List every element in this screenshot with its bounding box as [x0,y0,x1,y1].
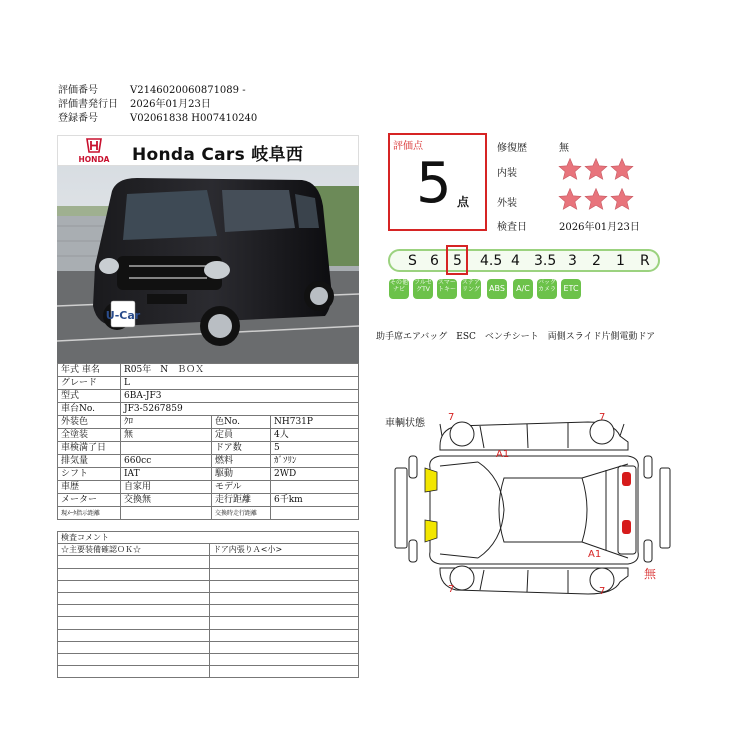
star-icon [585,189,607,210]
equipment-badge-1-icon: その他ナビ [389,279,409,299]
mark-bottom-left: 7 [448,584,455,595]
shift-label: シフト [58,468,121,481]
repaint-label: 全塗装 [58,429,121,442]
issue-date: 2026年01月23日 [130,99,211,110]
grade-1: 1 [616,253,625,269]
evaluation-number: V2146020060871089 - [130,85,246,96]
mark-top-left: 7 [448,412,455,423]
ucar-plate-icon: U-Car [105,309,141,322]
mileage-label: 走行距離 [212,494,271,507]
displacement: 660cc [121,455,212,468]
honda-logo-icon [68,138,120,164]
grade-R: R [640,253,650,269]
star-icon [585,159,607,180]
drive: 2WD [271,468,359,481]
grade: L [121,377,359,390]
color-no-label: 色No. [212,416,271,429]
chassis: JF3-5267859 [121,403,359,416]
model-year-label: モデル [212,481,271,494]
grade-2: 2 [592,253,601,269]
equipment-badge-4-icon: ステアリング [461,279,481,299]
color-no: NH731P [271,416,359,429]
registration-number-row [58,112,257,126]
grade-6: 6 [430,253,439,269]
score-unit: 点 [457,195,470,209]
capacity: 4人 [271,429,359,442]
doors-label: ドア数 [212,442,271,455]
issue-date-label: 評価書発行日 [58,99,118,110]
equipment-badge-2-icon: フルセグTV [413,279,433,299]
usage-label: 車歴 [58,481,121,494]
mark-bottom-right: 7 [599,586,606,597]
star-icon [559,159,581,180]
equipment-badge-7-icon: バックカメラ [537,279,557,299]
inspection-label: 車検満了日 [58,442,121,455]
star-icon [611,159,633,180]
evaluation-number-label: 評価番号 [58,85,98,96]
rear-red-mark-icon [622,520,631,534]
color: ｸﾛ [121,416,212,429]
overall-score-box [388,133,487,231]
front-yellow-mark-icon [425,468,437,492]
inspection-date: 2026年01月23日 [559,222,640,233]
vehicle-photo [57,166,359,363]
interior-row [497,164,517,179]
equipment-badge-6-icon: A/C [513,279,533,299]
capacity-label: 定員 [212,429,271,442]
grade-4: 4 [511,253,520,269]
repaint: 無 [121,429,212,442]
fuel-label: 燃料 [212,455,271,468]
dealer-name: Honda Cars 岐阜西 [132,145,304,165]
drive-label: 駆動 [212,468,271,481]
displacement-label: 排気量 [58,455,121,468]
grade-5: 5 [453,253,462,269]
interior-stars [557,158,635,182]
mark-top-right: 7 [599,412,606,423]
exterior-label: 外装 [497,198,517,209]
spec-table [57,363,359,520]
inspection-date-row [497,218,640,233]
mark-a1-bottom: A1 [588,549,602,560]
registration-number: V02061838 H007410240 [130,113,258,124]
repair-label: 修復歴 [497,143,527,154]
chassis-label: 車台No. [58,403,121,416]
grade-3-5: 3.5 [534,253,557,269]
rear-red-mark-icon [622,472,631,486]
usage: 自家用 [121,481,212,494]
meter-label: メーター [58,494,121,507]
comments-label: 検査コメント [58,532,359,544]
interior-label: 内装 [497,168,517,179]
equipment-badge-5-icon: ABS [487,279,507,299]
grade-4-5: 4.5 [480,253,503,269]
equipment-badge-8-icon: ETC [561,279,581,299]
prev-meter [121,507,212,520]
condition-diagram [392,408,672,608]
exterior-stars [557,188,635,212]
grade-3: 3 [568,253,577,269]
equipment-badge-3-icon: スマートキー [437,279,457,299]
meter: 交換無 [121,494,212,507]
repair-history-row [497,139,569,154]
exterior-row [497,194,517,209]
svg-text:HONDA: HONDA [78,155,110,164]
color-label: 外装色 [58,416,121,429]
doors: 5 [271,442,359,455]
model: 6BA-JF3 [121,390,359,403]
model-year [271,481,359,494]
star-icon [611,189,633,210]
mark-a1-top: A1 [496,449,510,460]
mileage: 6千km [271,494,359,507]
score-label: 評価点 [393,141,423,152]
condition-label: 車輌状態 [385,418,425,429]
shift: IAT [121,468,212,481]
fuel: ｶﾞｿﾘﾝ [271,455,359,468]
year-name-label: 年式 車名 [58,364,121,377]
equipment-list: 助手席エアバッグ ESC ベンチシート 両側スライド片側電動ドア [376,332,656,342]
dealer-header [57,135,359,166]
evaluation-number-row [58,84,246,98]
exch-meter-label: 交換時走行距離 [212,507,271,520]
score-value: 5 [416,151,452,216]
comment-left: ☆主要装備確認ＯＫ☆ [58,544,210,556]
registration-number-label: 登録番号 [58,113,98,124]
exch-meter [271,507,359,520]
year-name: R05年 N ＢＯＸ [121,364,359,377]
inspection-date-label: 検査日 [497,222,527,233]
issue-date-row [58,98,211,112]
front-yellow-mark-icon [425,520,437,542]
repair-value: 無 [559,143,569,154]
prev-meter-label: 現ﾒｰﾀ指示距離 [58,507,121,520]
grade-scale [388,249,660,272]
star-icon [559,189,581,210]
selected-grade-marker [446,245,468,275]
inspection [121,442,212,455]
model-label: 型式 [58,390,121,403]
grade-S: S [408,253,417,269]
inspection-comments [57,531,359,678]
mark-none: 無 [644,567,657,581]
grade-label: グレード [58,377,121,390]
comment-right: ドア内張りＡ<小> [210,544,359,556]
